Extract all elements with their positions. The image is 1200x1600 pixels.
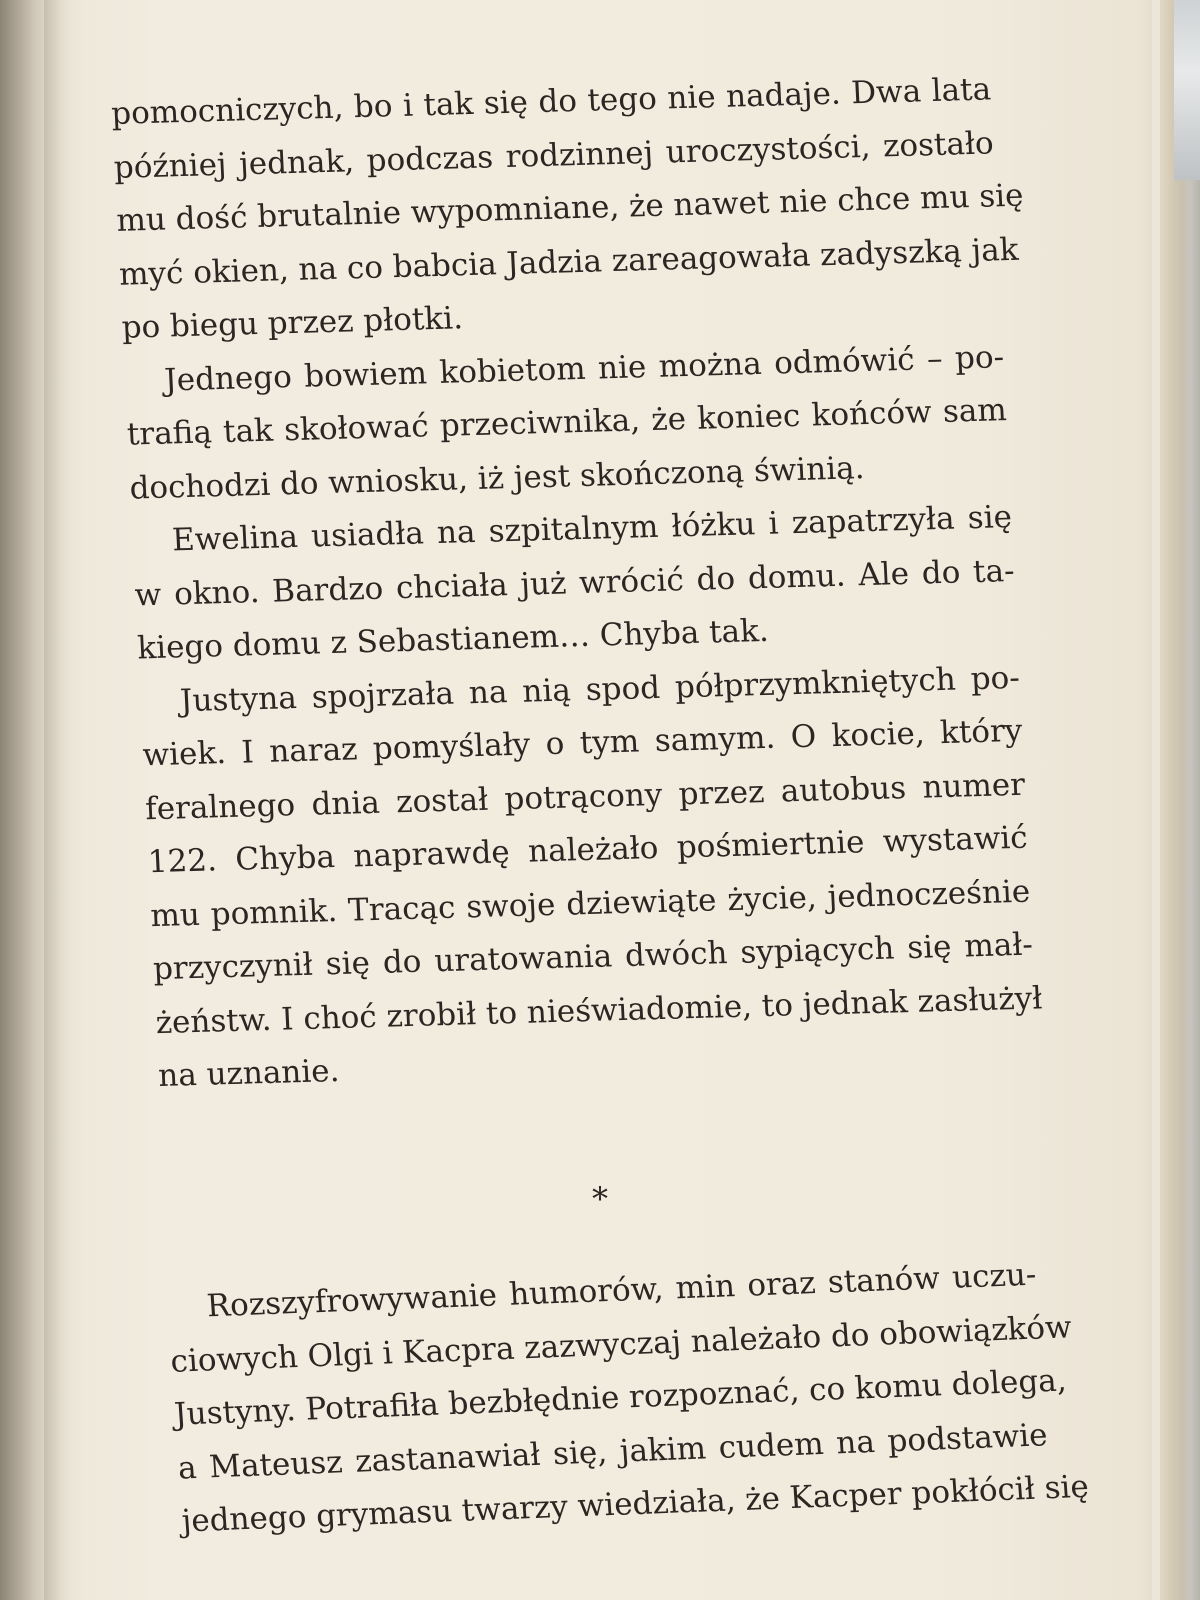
next-section-text: [165, 1249, 1090, 1549]
paragraph: [110, 63, 1025, 355]
text-line: na uznanie.: [157, 1052, 341, 1095]
text-line: Rozszyfrowywanie humorów, min oraz stanów uczu-: [205, 1256, 1038, 1325]
text-line: mu dość brutalnie wypomniane, że nawet nie chce mu się: [115, 177, 1025, 239]
text-line: ciowych Olgi i Kacpra zazwyczaj należało do obowiązków: [169, 1308, 1073, 1380]
paragraph: [123, 331, 1010, 516]
text-line: myć okien, na co babcia Jadzia zareagowała zadyszką jak: [118, 231, 1020, 293]
text-line: później jednak, podczas rodzinnej uroczystości, zostało: [113, 124, 995, 186]
text-line: Jednego bowiem kobietom nie można odmówić – po-: [163, 338, 1005, 399]
text-line: pomocniczych, bo i tak się do tego nie nadaje. Dwa lata: [110, 71, 992, 132]
text-line: po biegu przez płotki.: [120, 300, 464, 346]
text-line: Justyna spojrzała na nią spod półprzymkniętych po-: [179, 659, 1021, 719]
text-line: feralnego dnia został potrącony przez autobus numer: [144, 766, 1026, 827]
text-line: a Mateusz zastanawiał się, jakim cudem na podstawie: [176, 1416, 1049, 1487]
paragraph: [131, 491, 1018, 676]
section-separator: *: [592, 1180, 608, 1218]
text-line: Ewelina usiadła na szpitalnym łóżku i zapatrzyła się: [171, 499, 1013, 559]
text-line: trafią tak skołować przeciwnika, że koniec końców sam: [126, 392, 1008, 453]
text-line: Justyny. Potrafiła bezbłędnie rozpoznać, co komu dolega,: [173, 1362, 1068, 1433]
text-line: przyczynił się do uratowania dwóch sypiących się mał-: [152, 926, 1034, 988]
text-line: wiek. I naraz pomyślały o tym samym. O kocie, który: [141, 712, 1024, 774]
paragraph: [139, 651, 1044, 1103]
text-line: dochodzi do wniosku, iż jest skończoną świnią.: [128, 449, 866, 507]
page-text: [110, 63, 1044, 1103]
text-line: mu pomnik. Tracąc swoje dziewiąte życie, jednocześnie: [149, 873, 1032, 934]
text-line: 122. Chyba naprawdę należało pośmiertnie wystawić: [146, 819, 1029, 881]
cover-foil: [1174, 0, 1200, 180]
text-line: żeństw. I choć zrobił to nieświadomie, to jednak zasłużył: [154, 979, 1044, 1041]
text-line: w okno. Bardzo chciała już wrócić do domu. Ale do ta-: [133, 552, 1016, 613]
page-stack-edge: [1160, 0, 1200, 1600]
text-line: jednego grymasu twarzy wiedziała, że Kacper pokłócił się: [180, 1468, 1090, 1540]
text-line: kiego domu z Sebastianem… Chyba tak.: [136, 612, 770, 667]
